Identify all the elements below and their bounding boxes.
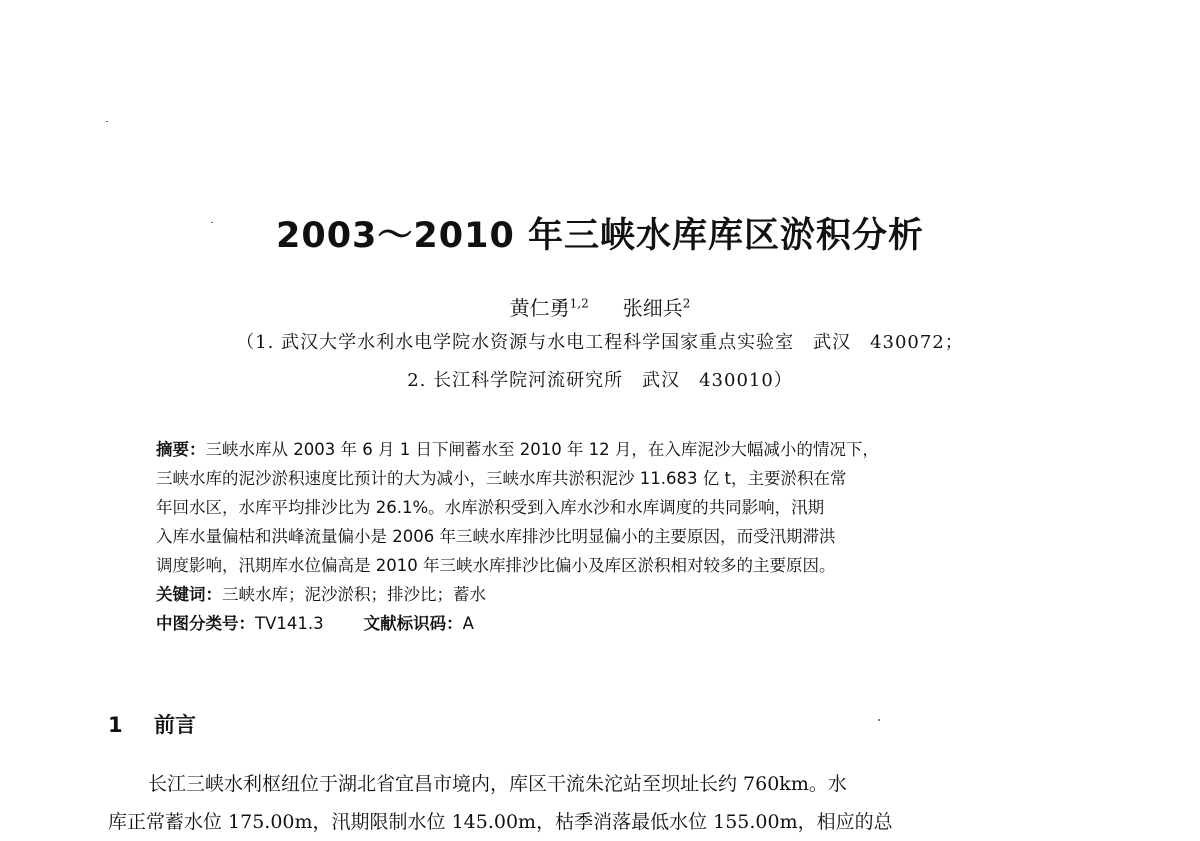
affiliation-line: （1. 武汉大学水利水电学院水资源与水电工程科学国家重点实验室 武汉 430072； [236,332,964,353]
affiliation-line: 2. 长江科学院河流研究所 武汉 430010） [407,370,793,391]
author-affiliation-mark: 2 [682,296,691,311]
abstract-line [156,435,1036,464]
section-title: 前言 [154,713,196,737]
keywords-line [156,580,1036,609]
abstract-label: 摘要： [156,440,206,459]
abstract-line: 调度影响，汛期库水位偏高是 2010 年三峡水库排沙比偏小及库区淤积相对较多的主要原因。 [156,556,836,575]
doc-code-value: A [462,614,474,633]
body-text [108,765,1088,841]
doc-code-label: 文献标识码： [363,614,463,633]
clc-label: 中图分类号： [156,614,255,633]
section-number: 1 [108,713,123,737]
scan-speck [211,222,213,223]
clc-value: TV141.3 [255,614,324,633]
keywords-label: 关键词： [156,585,222,604]
paper-title: 2003～2010 年三峡水库库区淤积分析 [275,216,924,256]
author-list [0,294,1200,322]
body-line: 库正常蓄水位 175.00m，汛期限制水位 145.00m，枯季消落最低水位 155.00m，相应的总 [108,811,893,833]
body-line: 长江三峡水利枢纽位于湖北省宜昌市境内，库区干流朱沱站至坝址长约 760km。水 [148,773,847,795]
section-heading [108,710,196,740]
classification-line [156,609,1036,638]
scan-speck [878,719,880,721]
abstract-line: 入库水量偏枯和洪峰流量偏小是 2006 年三峡水库排沙比明显偏小的主要原因，而受汛期滞洪 [156,527,836,546]
author-affiliation-mark: 1,2 [569,296,589,311]
abstract-text: 三峡水库从 2003 年 6 月 1 日下闸蓄水至 2010 年 12 月，在入库泥沙大幅减小的情况下， [205,440,879,459]
abstract-line: 三峡水库的泥沙淤积速度比预计的大为减小，三峡水库共淤积泥沙 11.683 亿 t，主要淤积在常 [156,469,847,488]
author-name: 张细兵 [622,296,683,320]
keywords-text: 三峡水库；泥沙淤积；排沙比；蓄水 [222,585,486,604]
abstract-block [156,435,1036,638]
scan-speck [106,121,108,122]
author-name: 黄仁勇 [509,296,570,320]
abstract-line: 年回水区，水库平均排沙比为 26.1%。水库淤积受到入库水沙和水库调度的共同影响，汛期 [156,498,825,517]
